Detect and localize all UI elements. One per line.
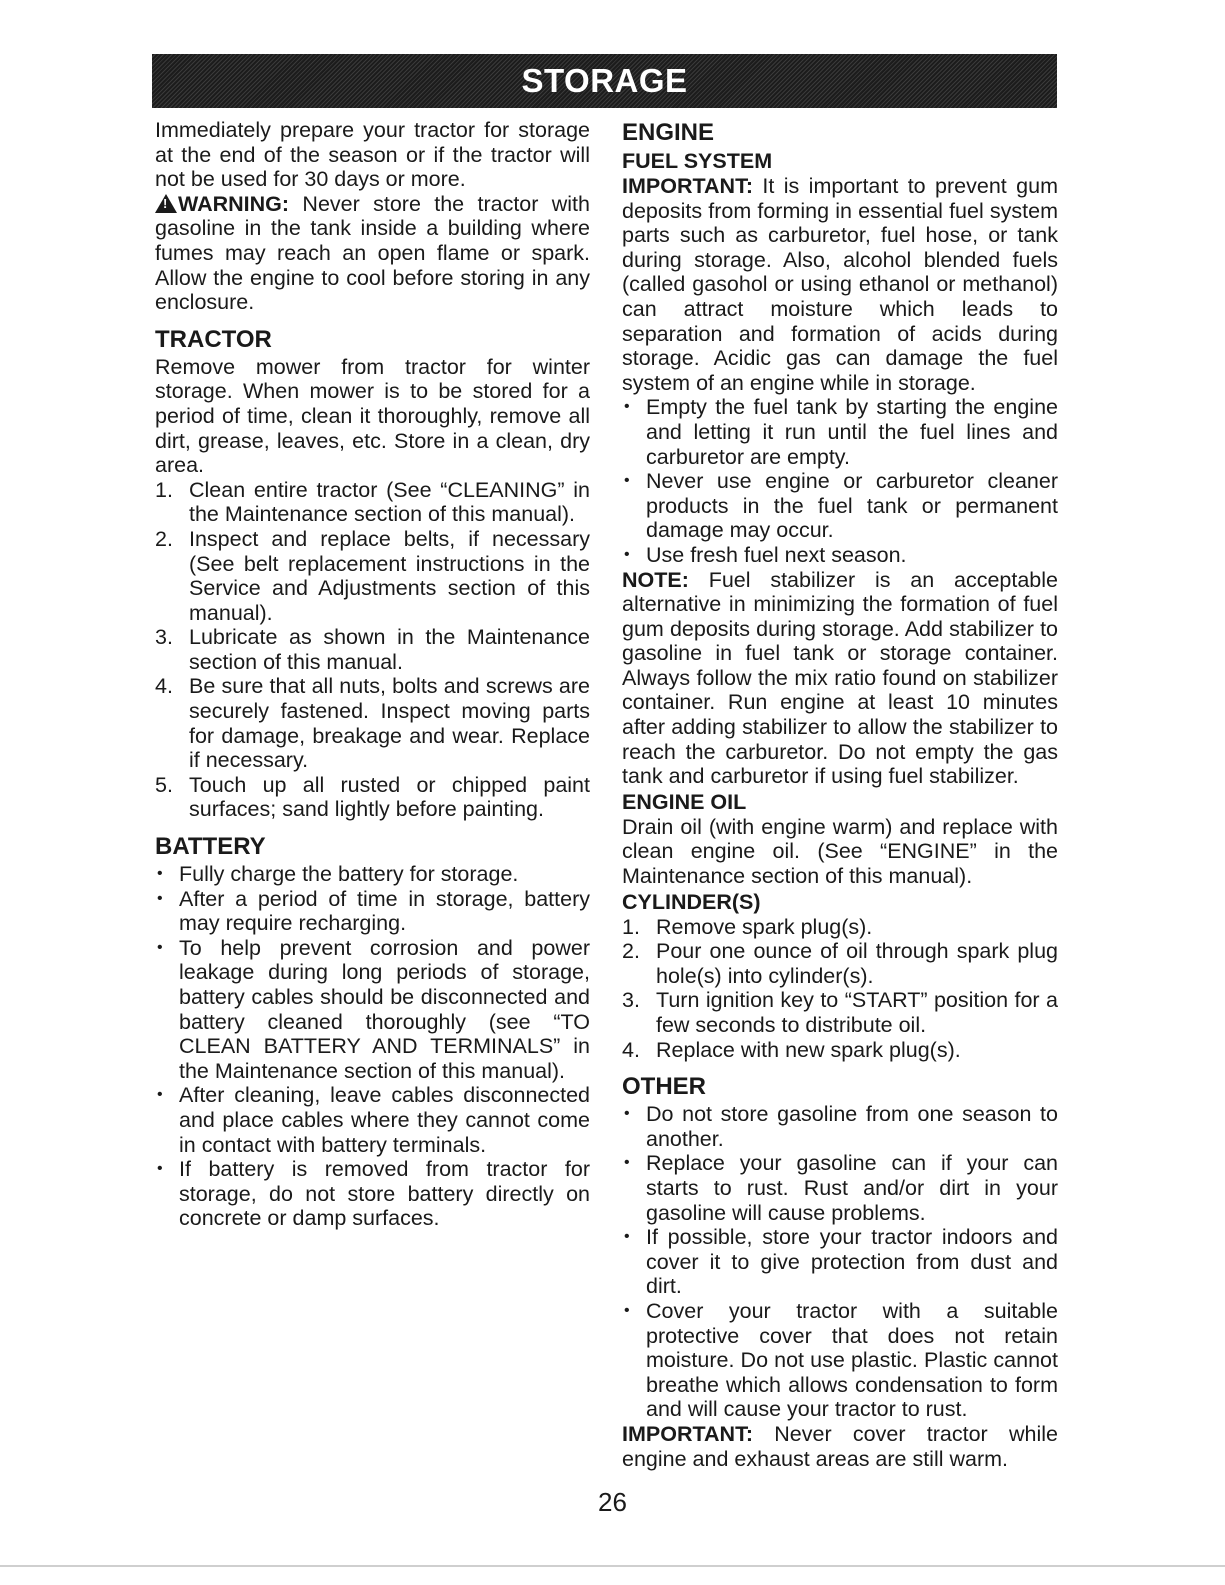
list-item: • Do not store gasoline from one season to another. bbox=[622, 1102, 1058, 1151]
list-item: • After a period of time in storage, battery may require recharging. bbox=[155, 887, 590, 936]
other-bullet-list bbox=[622, 1102, 1058, 1422]
cylinder-steps-list bbox=[622, 915, 1058, 1063]
warning-triangle-icon bbox=[155, 194, 177, 213]
tractor-heading: TRACTOR bbox=[155, 325, 272, 353]
page-number: 26 bbox=[598, 1487, 627, 1517]
important-text-2: Never cover tractor while engine and exhaust areas are still warm. bbox=[622, 1421, 1058, 1471]
section-header-bar bbox=[152, 54, 1057, 108]
list-item: • To help prevent corrosion and power leakage during long periods of storage, battery cables should be disconnected and battery cleaned thoroughly (see “TO CLEAN BATTERY AND TERMINALS” in the Maintenance section of this manual). bbox=[155, 936, 590, 1084]
list-item: 1. Remove spark plug(s). bbox=[622, 914, 873, 939]
list-item: • If possible, store your tractor indoors and cover it to give protection from dust and dirt. bbox=[622, 1225, 1058, 1299]
left-column bbox=[155, 118, 590, 1231]
important-paragraph-2 bbox=[622, 1422, 1058, 1471]
warning-paragraph bbox=[155, 192, 590, 315]
battery-heading: BATTERY bbox=[155, 833, 266, 861]
tractor-paragraph: Remove mower from tractor for winter storage. When mower is to be stored for a period of time, clean it thoroughly, remove all dirt, grease, leaves, etc. Store in a clean, dry area. bbox=[155, 354, 590, 478]
note-text: Fuel stabilizer is an acceptable alternative in minimizing the formation of fuel gum deposits during storage. Add stabilizer to gasoline in fuel tank or storage container. Always follow the mix ratio found on stabilizer container. Run engine at least 10 minutes after adding stabilizer to allow the stabilizer to reach the carburetor. Do not empty the gas tank and carburetor if using fuel stabilizer. bbox=[622, 567, 1058, 789]
cylinders-heading: CYLINDER(S) bbox=[622, 889, 761, 914]
warning-text: Never store the tractor with gasoline in the tank inside a building where fumes may reach an open flame or spark. Allow the engine to cool before storing in any enclosure. bbox=[155, 191, 590, 315]
important-label-2: IMPORTANT: bbox=[622, 1421, 753, 1446]
list-item: • Use fresh fuel next season. bbox=[622, 543, 1058, 568]
list-item: • Empty the fuel tank by starting the engine and letting it run until the fuel lines and carburetor are empty. bbox=[622, 395, 1058, 469]
list-item: 4. Be sure that all nuts, bolts and screws are securely fastened. Inspect moving parts for damage, breakage and wear. Replace if necessary. bbox=[155, 674, 590, 773]
list-item: • Fully charge the battery for storage. bbox=[155, 862, 590, 887]
intro-paragraph: Immediately prepare your tractor for storage at the end of the season or if the tractor will not be used for 30 days or more. bbox=[155, 118, 590, 192]
list-item: 4. Replace with new spark plug(s). bbox=[622, 1037, 961, 1062]
list-item: • Never use engine or carburetor cleaner products in the fuel tank or permanent damage may occur. bbox=[622, 469, 1058, 543]
battery-bullet-list bbox=[155, 862, 590, 1231]
list-item: 5. Touch up all rusted or chipped paint surfaces; sand lightly before painting. bbox=[155, 772, 590, 822]
list-item: 2. Pour one ounce of oil through spark plug hole(s) into cylinder(s). bbox=[622, 939, 1058, 988]
note-label: NOTE: bbox=[622, 567, 689, 592]
list-item: 1. Clean entire tractor (See “CLEANING” in the Maintenance section of this manual). bbox=[155, 477, 590, 527]
list-item: • Replace your gasoline can if your can starts to rust. Rust and/or dirt in your gasoline will cause problems. bbox=[622, 1151, 1058, 1225]
warning-label: WARNING: bbox=[178, 191, 290, 216]
important-label: IMPORTANT: bbox=[622, 174, 753, 198]
fuel-bullet-list bbox=[622, 395, 1058, 567]
engine-heading: ENGINE bbox=[622, 119, 715, 146]
list-item: • After cleaning, leave cables disconnected and place cables where they cannot come in contact with battery terminals. bbox=[155, 1083, 590, 1157]
list-item: 3. Turn ignition key to “START” position for a few seconds to distribute oil. bbox=[622, 988, 1058, 1037]
other-heading: OTHER bbox=[622, 1073, 706, 1101]
right-column bbox=[622, 118, 1058, 1471]
page-title: STORAGE bbox=[521, 62, 688, 99]
fuel-system-heading: FUEL SYSTEM bbox=[622, 149, 773, 173]
important-paragraph bbox=[622, 174, 1058, 395]
engine-oil-heading: ENGINE OIL bbox=[622, 789, 747, 814]
list-item: • If battery is removed from tractor for storage, do not store battery directly on concrete or damp surfaces. bbox=[155, 1157, 590, 1231]
list-item: 2. Inspect and replace belts, if necessary (See belt replacement instructions in the Service and Adjustments section of this manual). bbox=[155, 526, 590, 625]
important-text: It is important to prevent gum deposits from forming in essential fuel system parts such as carburetor, fuel hose, or tank during storage. Also, alcohol blended fuels (called gasohol or using ethanol or methanol) can attract moisture which leads to separation and formation of acids during storage. Acidic gas can damage the fuel system of an engine while in storage. bbox=[622, 174, 1058, 395]
list-item: • Cover your tractor with a suitable protective cover that does not retain moisture. Do not use plastic. Plastic cannot breathe which allows condensation to form and will cause your tractor to rust. bbox=[622, 1299, 1058, 1422]
list-item: 3. Lubricate as shown in the Maintenance section of this manual. bbox=[155, 625, 590, 674]
bottom-divider bbox=[0, 1565, 1225, 1567]
tractor-steps-list bbox=[155, 478, 590, 822]
note-paragraph bbox=[622, 568, 1058, 789]
engine-oil-paragraph: Drain oil (with engine warm) and replace with clean engine oil. (See “ENGINE” in the Maintenance section of this manual). bbox=[622, 814, 1058, 889]
